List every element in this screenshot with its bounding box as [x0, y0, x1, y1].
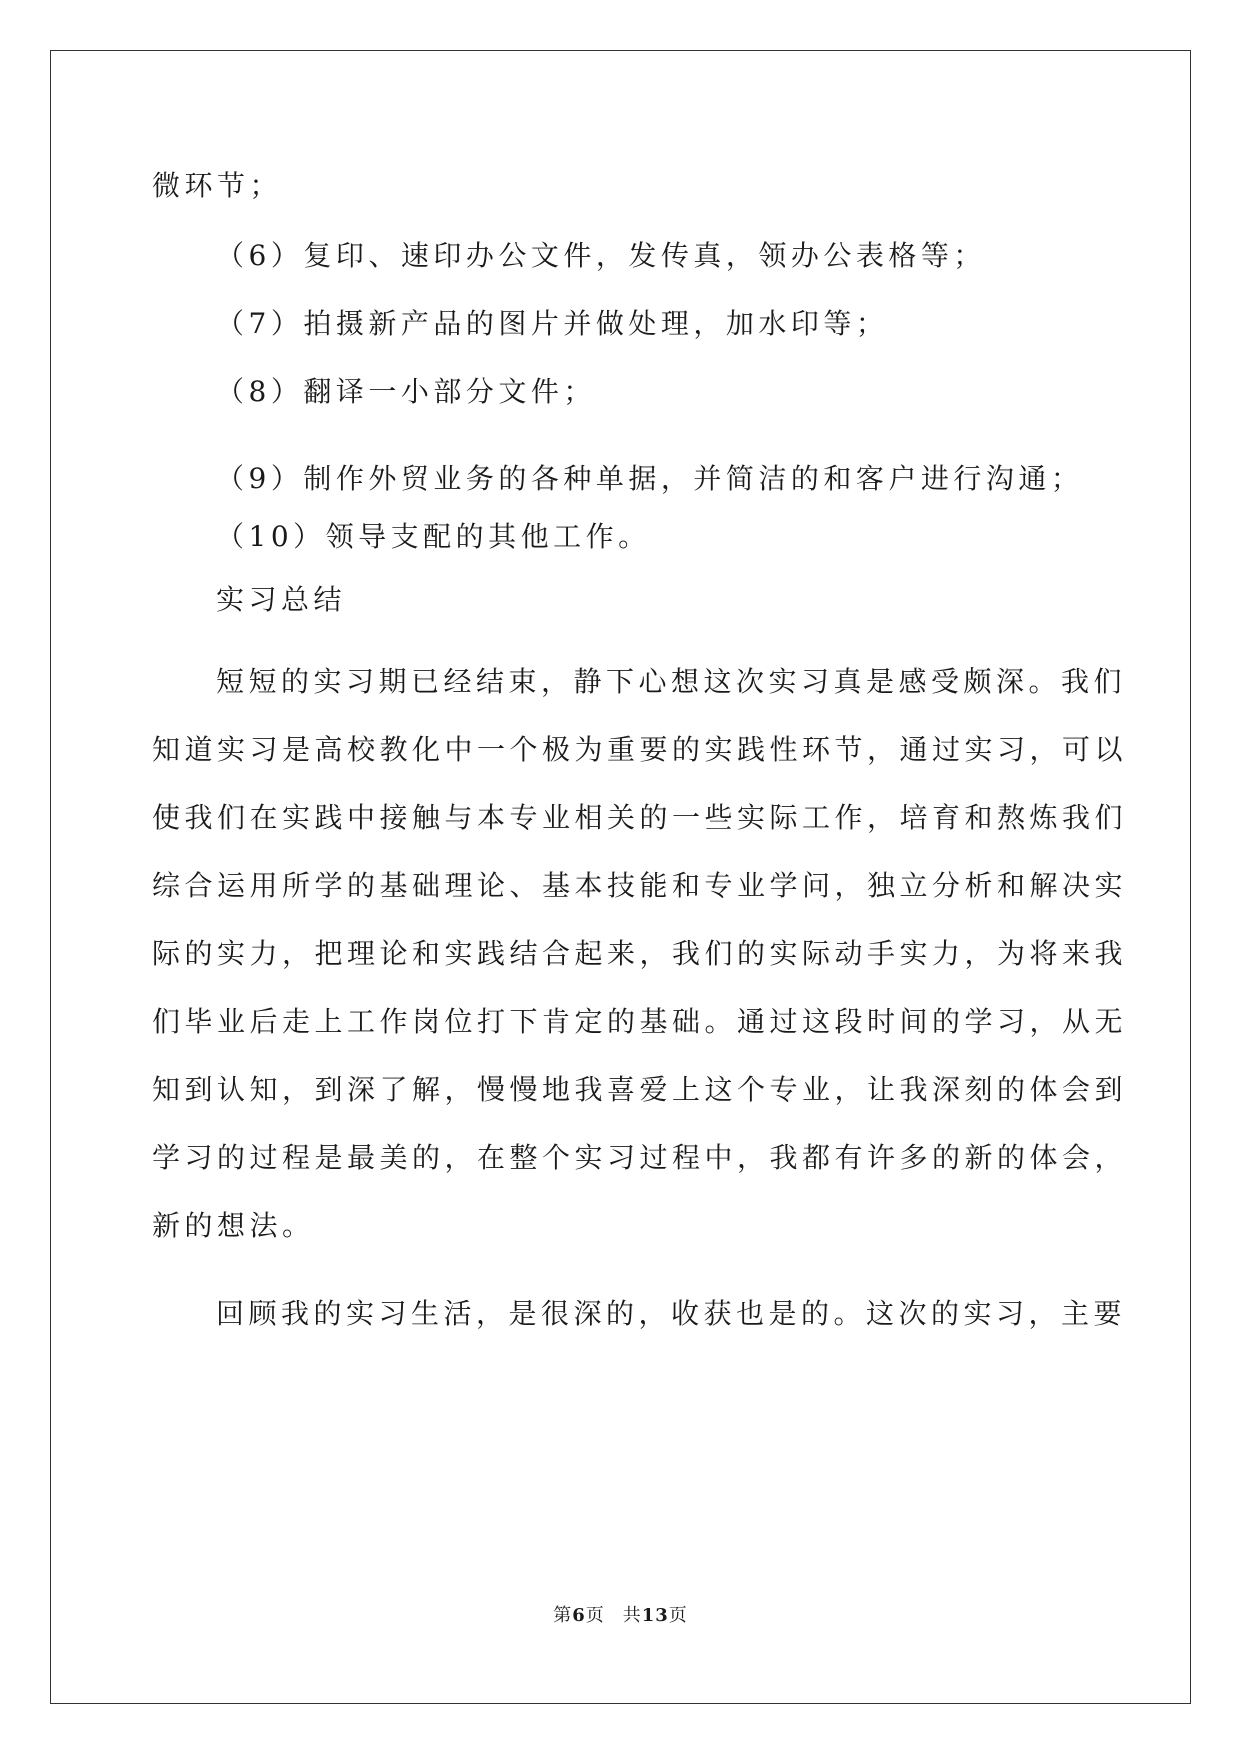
list-item: （7）拍摄新产品的图片并做处理，加水印等；: [216, 307, 889, 340]
list-item: （10）领导支配的其他工作。: [216, 520, 651, 553]
section-heading: 实习总结: [216, 583, 347, 616]
paragraph-line: 知道实习是高校教化中一个极为重要的实践性环节，通过实习，可以: [152, 733, 1128, 766]
continuation-line: 微环节；: [152, 169, 283, 202]
paragraph-line: 短短的实习期已经结束，静下心想这次实习真是感受颇深。我们: [216, 665, 1127, 698]
paragraph-line: 知到认知，到深了解，慢慢地我喜爱上这个专业，让我深刻的体会到: [152, 1073, 1128, 1106]
list-item: （8）翻译一小部分文件；: [216, 375, 596, 408]
total-prefix: 共: [622, 1605, 642, 1626]
list-item: （9）制作外贸业务的各种单据，并简洁的和客户进行沟通；: [216, 462, 1084, 495]
page-number: 6: [572, 1605, 586, 1626]
paragraph-line: 综合运用所学的基础理论、基本技能和专业学问，独立分析和解决实: [152, 869, 1128, 902]
page-suffix: 页: [585, 1605, 605, 1626]
total-suffix: 页: [668, 1605, 688, 1626]
total-pages: 13: [641, 1605, 669, 1626]
page-footer: [0, 1604, 1241, 1628]
paragraph-line: 们毕业后走上工作岗位打下肯定的基础。通过这段时间的学习，从无: [152, 1005, 1128, 1038]
list-item: （6）复印、速印办公文件，发传真，领办公表格等；: [216, 239, 986, 272]
paragraph-line: 学习的过程是最美的，在整个实习过程中，我都有许多的新的体会，: [152, 1141, 1128, 1174]
page-prefix: 第: [553, 1605, 573, 1626]
paragraph-line: 际的实力，把理论和实践结合起来，我们的实际动手实力，为将来我: [152, 937, 1128, 970]
paragraph-line: 回顾我的实习生活，是很深的，收获也是的。这次的实习，主要: [216, 1297, 1127, 1330]
paragraph-line: 使我们在实践中接触与本专业相关的一些实际工作，培育和熬炼我们: [152, 801, 1128, 834]
paragraph-line: 新的想法。: [152, 1209, 315, 1242]
